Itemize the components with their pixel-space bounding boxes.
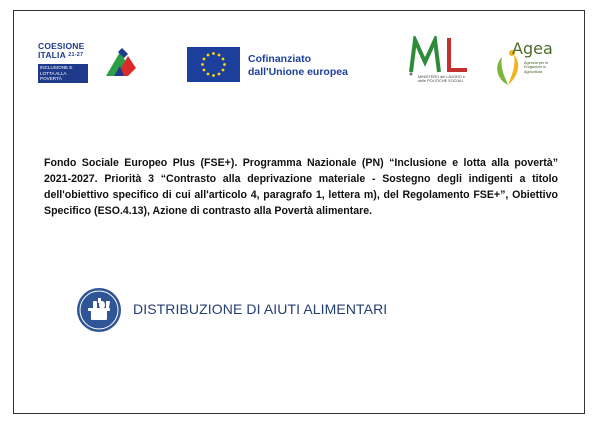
eu-line1: Cofinanziato (248, 53, 311, 65)
coesione-years: 21-27 (68, 52, 84, 58)
ml-caption: MINISTERO del LAVORO e delle POLITICHE SOCIALI (418, 75, 465, 84)
action-label: DISTRIBUZIONE DI AIUTI ALIMENTARI (133, 301, 388, 317)
agea-caption: Agenzia per le Erogazioni in Agricoltura (524, 61, 549, 74)
agea-name: Agea (512, 39, 553, 58)
coesione-title (38, 42, 84, 60)
coesione-italia-logo (38, 42, 138, 82)
eu-cofinancing-logo (187, 47, 377, 83)
eu-cofinancing-text (248, 53, 348, 79)
eu-line2: dall'Unione europea (248, 66, 348, 78)
coesione-mark-icon (102, 44, 138, 80)
ministero-lavoro-logo (405, 36, 475, 90)
ml-monogram-icon (405, 36, 475, 76)
eu-flag-icon (187, 47, 240, 82)
program-description: Fondo Sociale Europeo Plus (FSE+). Programma Nazionale (PN) “Inclusione e lotta alla povertà” 2021-2027. Priorità 3 “Contrasto alla deprivazione materiale - Sostegno degli indigenti a titolo dell'obiettivo specifico di cui all'articolo 4, paragrafo 1, lettera m), del Regolamento FSE+”, Obiettivo Specifico (ESO.4.13), Azione di contrasto alla Povertà alimentare. (44, 157, 558, 217)
coesione-tagline: INCLUSIONE E LOTTA ALLA POVERTÀ (38, 64, 88, 83)
agea-logo (492, 37, 562, 87)
coesione-title-line1: COESIONE (38, 41, 85, 51)
food-aid-icon (76, 287, 122, 333)
coesione-title-line2: ITALIA (38, 50, 66, 60)
